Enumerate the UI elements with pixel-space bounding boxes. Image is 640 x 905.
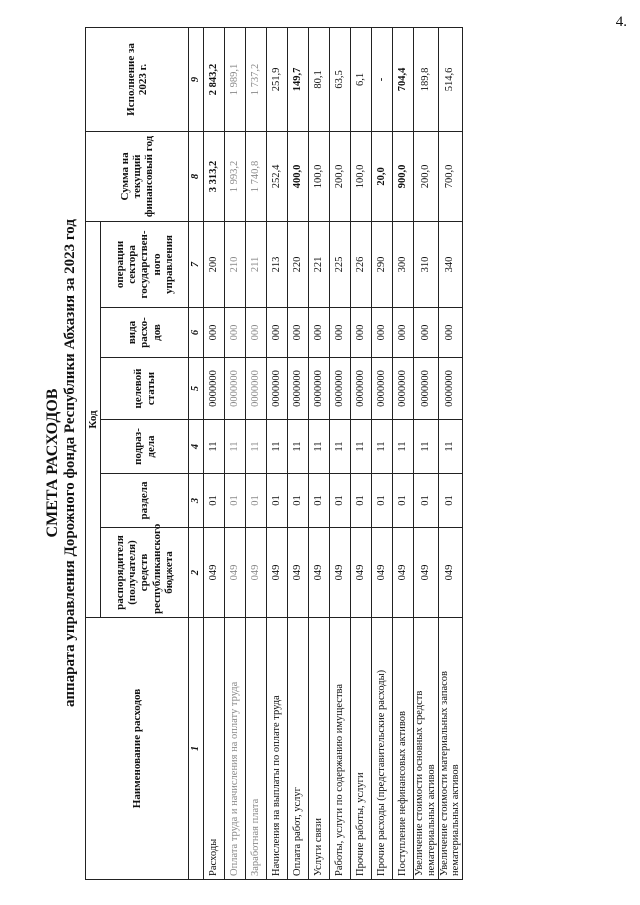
table-row [309, 27, 330, 879]
expense-name: Поступление нефинансовых активов [393, 618, 414, 880]
vid-code: 000 [225, 308, 246, 358]
expense-name: Оплата труда и начисления на оплату труда [225, 618, 246, 880]
planned-sum: 20,0 [372, 131, 393, 221]
executed-sum: 80,1 [309, 27, 330, 131]
executed-sum: 1 989,1 [225, 27, 246, 131]
podrazdel-code: 11 [204, 420, 225, 474]
expense-name: Заработная плата [246, 618, 267, 880]
planned-sum: 200,0 [330, 131, 351, 221]
header-podrazdel: подраз-дела [101, 420, 189, 474]
operation-code: 210 [225, 221, 246, 307]
column-number-row [189, 27, 204, 879]
table-row [393, 27, 414, 879]
executed-sum: 514,6 [438, 27, 463, 131]
recipient-code: 049 [204, 528, 225, 618]
recipient-code: 049 [372, 528, 393, 618]
podrazdel-code: 11 [372, 420, 393, 474]
vid-code: 000 [330, 308, 351, 358]
header-name: Наименование расходов [86, 618, 189, 880]
expense-name: Начисления на выплаты по оплате труда [267, 618, 288, 880]
executed-sum: 251,9 [267, 27, 288, 131]
operation-code: 300 [393, 221, 414, 307]
planned-sum: 700,0 [438, 131, 463, 221]
executed-sum: 149,7 [288, 27, 309, 131]
operation-code: 290 [372, 221, 393, 307]
recipient-code: 049 [246, 528, 267, 618]
razdel-code: 01 [414, 474, 439, 528]
header-execution: Исполнение за 2023 г. [86, 27, 189, 131]
table-row [438, 27, 463, 879]
target-code: 0000000 [267, 358, 288, 420]
column-number: 9 [189, 27, 204, 131]
podrazdel-code: 11 [351, 420, 372, 474]
expense-name: Расходы [204, 618, 225, 880]
vid-code: 000 [288, 308, 309, 358]
recipient-code: 049 [309, 528, 330, 618]
operation-code: 225 [330, 221, 351, 307]
expense-name: Прочие расходы (представительские расходы) [372, 618, 393, 880]
executed-sum: 6,1 [351, 27, 372, 131]
rotated-document [30, 13, 620, 893]
operation-code: 200 [204, 221, 225, 307]
operation-code: 221 [309, 221, 330, 307]
column-number: 5 [189, 358, 204, 420]
target-code: 0000000 [414, 358, 439, 420]
planned-sum: 200,0 [414, 131, 439, 221]
vid-code: 000 [438, 308, 463, 358]
target-code: 0000000 [288, 358, 309, 420]
recipient-code: 049 [414, 528, 439, 618]
expense-table [85, 27, 463, 880]
expense-name: Увеличение стоимости материальных запасов нематериальных активов [438, 618, 463, 880]
razdel-code: 01 [309, 474, 330, 528]
column-number: 4 [189, 420, 204, 474]
column-number: 7 [189, 221, 204, 307]
planned-sum: 100,0 [309, 131, 330, 221]
recipient-code: 049 [330, 528, 351, 618]
document-title: СМЕТА РАСХОДОВ [44, 388, 61, 538]
table-row [288, 27, 309, 879]
header-razdel: раздела [101, 474, 189, 528]
recipient-code: 049 [393, 528, 414, 618]
recipient-code: 049 [225, 528, 246, 618]
podrazdel-code: 11 [288, 420, 309, 474]
executed-sum: 1 737,2 [246, 27, 267, 131]
razdel-code: 01 [225, 474, 246, 528]
table-row [372, 27, 393, 879]
razdel-code: 01 [351, 474, 372, 528]
recipient-code: 049 [288, 528, 309, 618]
razdel-code: 01 [267, 474, 288, 528]
vid-code: 000 [372, 308, 393, 358]
column-number: 8 [189, 131, 204, 221]
target-code: 0000000 [204, 358, 225, 420]
expense-name: Оплата работ, услуг [288, 618, 309, 880]
target-code: 0000000 [438, 358, 463, 420]
header-recipient: распорядителя (получателя) средств республиканского бюджета [101, 528, 189, 618]
recipient-code: 049 [267, 528, 288, 618]
executed-sum: - [372, 27, 393, 131]
podrazdel-code: 11 [246, 420, 267, 474]
executed-sum: 189,8 [414, 27, 439, 131]
razdel-code: 01 [288, 474, 309, 528]
table-row [414, 27, 439, 879]
target-code: 0000000 [393, 358, 414, 420]
vid-code: 000 [204, 308, 225, 358]
header-target: целевой статьи [101, 358, 189, 420]
target-code: 0000000 [225, 358, 246, 420]
column-number: 6 [189, 308, 204, 358]
expense-name: Услуги связи [309, 618, 330, 880]
table-row [330, 27, 351, 879]
razdel-code: 01 [393, 474, 414, 528]
vid-code: 000 [267, 308, 288, 358]
podrazdel-code: 11 [330, 420, 351, 474]
razdel-code: 01 [246, 474, 267, 528]
vid-code: 000 [246, 308, 267, 358]
podrazdel-code: 11 [225, 420, 246, 474]
column-number: 1 [189, 618, 204, 880]
document-subtitle: аппарата управления Дорожного фонда Республики Абхазия за 2023 год [62, 219, 78, 707]
podrazdel-code: 11 [267, 420, 288, 474]
page-number: 4. [615, 14, 627, 30]
expense-name: Работы, услуги по содержанию имущества [330, 618, 351, 880]
table-row [351, 27, 372, 879]
operation-code: 340 [438, 221, 463, 307]
executed-sum: 2 843,2 [204, 27, 225, 131]
vid-code: 000 [414, 308, 439, 358]
podrazdel-code: 11 [309, 420, 330, 474]
target-code: 0000000 [330, 358, 351, 420]
header-kod: Код [86, 221, 101, 617]
table-row [204, 27, 225, 879]
planned-sum: 400,0 [288, 131, 309, 221]
operation-code: 226 [351, 221, 372, 307]
podrazdel-code: 11 [393, 420, 414, 474]
column-number: 2 [189, 528, 204, 618]
operation-code: 220 [288, 221, 309, 307]
planned-sum: 900,0 [393, 131, 414, 221]
podrazdel-code: 11 [414, 420, 439, 474]
vid-code: 000 [351, 308, 372, 358]
header-sum: Сумма на текущий финансовый год [86, 131, 189, 221]
table-row [267, 27, 288, 879]
vid-code: 000 [393, 308, 414, 358]
recipient-code: 049 [351, 528, 372, 618]
planned-sum: 100,0 [351, 131, 372, 221]
executed-sum: 704,4 [393, 27, 414, 131]
operation-code: 211 [246, 221, 267, 307]
target-code: 0000000 [309, 358, 330, 420]
razdel-code: 01 [372, 474, 393, 528]
recipient-code: 049 [438, 528, 463, 618]
razdel-code: 01 [204, 474, 225, 528]
podrazdel-code: 11 [438, 420, 463, 474]
operation-code: 310 [414, 221, 439, 307]
target-code: 0000000 [246, 358, 267, 420]
table-row [225, 27, 246, 879]
planned-sum: 1 993,2 [225, 131, 246, 221]
operation-code: 213 [267, 221, 288, 307]
expense-name: Увеличение стоимости основных средств нематериальных активов [414, 618, 439, 880]
table-row [246, 27, 267, 879]
planned-sum: 3 313,2 [204, 131, 225, 221]
header-operation: операции сектора государствен-ного управления [101, 221, 189, 307]
column-number: 3 [189, 474, 204, 528]
executed-sum: 63,5 [330, 27, 351, 131]
planned-sum: 1 740,8 [246, 131, 267, 221]
header-vid: вида расхо-дов [101, 308, 189, 358]
razdel-code: 01 [330, 474, 351, 528]
expense-name: Прочие работы, услуги [351, 618, 372, 880]
razdel-code: 01 [438, 474, 463, 528]
planned-sum: 252,4 [267, 131, 288, 221]
vid-code: 000 [309, 308, 330, 358]
target-code: 0000000 [351, 358, 372, 420]
target-code: 0000000 [372, 358, 393, 420]
